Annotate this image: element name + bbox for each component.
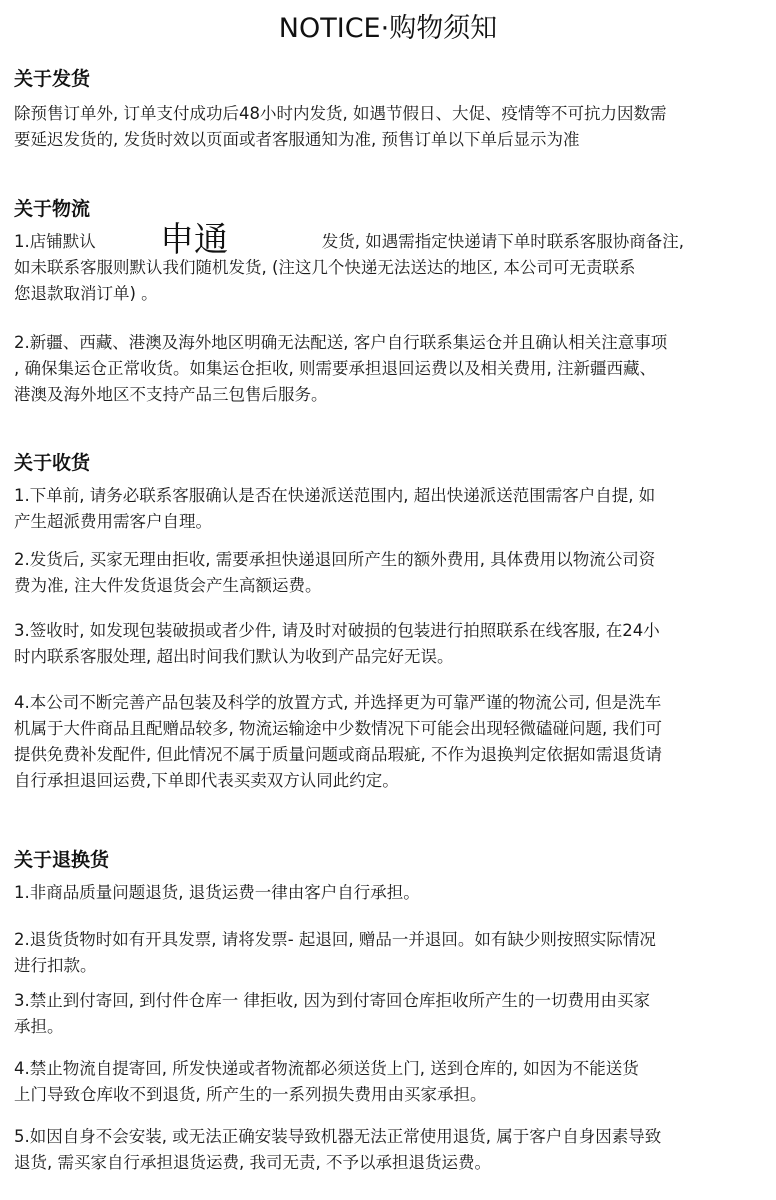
returns-item [14, 1056, 766, 1108]
text-line: 机属于大件商品且配赠品较多, 物流运输途中少数情况下可能会出现轻微磕碰问题, 我们可 [14, 719, 662, 738]
text-line: 1.非商品质量问题退货, 退货运费一律由客户自行承担。 [14, 883, 420, 902]
returns-item [14, 988, 766, 1040]
returns-item [14, 880, 766, 906]
shipping-paragraph [14, 101, 766, 153]
text-line: 承担。 [14, 1017, 64, 1036]
page-title: NOTICE·购物须知 [278, 13, 498, 44]
text-line: 2.新疆、西藏、港澳及海外地区明确无法配送, 客户自行联系集运仓并且确认相关注意事项 [14, 333, 668, 352]
text-line: 时内联系客服处理, 超出时间我们默认为收到产品完好无误。 [14, 647, 454, 666]
courier-name: 申通 [160, 220, 228, 260]
section-heading-returns: 关于退换货 [14, 849, 110, 871]
text-line: 1.下单前, 请务必联系客服确认是否在快递派送范围内, 超出快递派送范围需客户自提, 如 [14, 486, 656, 505]
text-line: 3.禁止到付寄回, 到付件仓库一 律拒收, 因为到付寄回仓库拒收所产生的一切费用由买家 [14, 991, 650, 1010]
text-line: 自行承担退回运费,下单即代表买卖双方认同此约定。 [14, 771, 399, 790]
section-heading-shipping: 关于发货 [14, 68, 91, 90]
text-line: 2.退货货物时如有开具发票, 请将发票- 起退回, 赠品一并退回。如有缺少则按照实际情况 [14, 930, 656, 949]
text-line: 要延迟发货的, 发货时效以页面或者客服通知为准, 预售订单以下单后显示为准 [14, 130, 580, 149]
text-line: 上门导致仓库收不到退货, 所产生的一系列损失费用由买家承担。 [14, 1085, 487, 1104]
receiving-item [14, 547, 766, 599]
text-line: 产生超派费用需客户自理。 [14, 512, 212, 531]
logistics-item-1-lead: 1.店铺默认 [14, 232, 96, 251]
section-heading-receiving: 关于收货 [14, 452, 91, 474]
text-line: 除预售订单外, 订单支付成功后48小时内发货, 如遇节假日、大促、疫情等不可抗力因数需 [14, 104, 667, 123]
receiving-item [14, 690, 766, 794]
text-line: 退货, 需买家自行承担退货运费, 我司无责, 不予以承担退货运费。 [14, 1153, 491, 1172]
text-line: 2.发货后, 买家无理由拒收, 需要承担快递退回所产生的额外费用, 具体费用以物流公司资 [14, 550, 656, 569]
returns-item [14, 927, 766, 979]
text-line: 如未联系客服则默认我们随机发货, (注这几个快递无法送达的地区, 本公司可无责联系 [14, 258, 636, 277]
text-line: 提供免费补发配件, 但此情况不属于质量问题或商品瑕疵, 不作为退换判定依据如需退货请 [14, 745, 662, 764]
text-line: 您退款取消订单) 。 [14, 284, 158, 303]
logistics-item-2 [14, 330, 766, 408]
text-line: , 确保集运仓正常收货。如集运仓拒收, 则需要承担退回运费以及相关费用, 注新疆西藏、 [14, 359, 656, 378]
returns-item [14, 1124, 766, 1176]
text-line: 4.本公司不断完善产品包装及科学的放置方式, 并选择更为可靠严谨的物流公司, 但是洗车 [14, 693, 662, 712]
logistics-item-1-rest: 发货, 如遇需指定快递请下单时联系客服协商备注, [321, 232, 684, 251]
text-line [14, 229, 766, 255]
text-line: 3.签收时, 如发现包装破损或者少件, 请及时对破损的包装进行拍照联系在线客服, 在24小 [14, 621, 660, 640]
text-line: 港澳及海外地区不支持产品三包售后服务。 [14, 385, 328, 404]
section-heading-logistics: 关于物流 [14, 198, 91, 220]
logistics-item-1 [14, 229, 766, 307]
text-line: 费为准, 注大件发货退货会产生高额运费。 [14, 576, 322, 595]
text-line: 4.禁止物流自提寄回, 所发快递或者物流都必须送货上门, 送到仓库的, 如因为不能送货 [14, 1059, 639, 1078]
receiving-item [14, 483, 766, 535]
text-line: 5.如因自身不会安装, 或无法正确安装导致机器无法正常使用退货, 属于客户自身因素导致 [14, 1127, 662, 1146]
receiving-item [14, 618, 766, 670]
text-line: 进行扣款。 [14, 956, 97, 975]
